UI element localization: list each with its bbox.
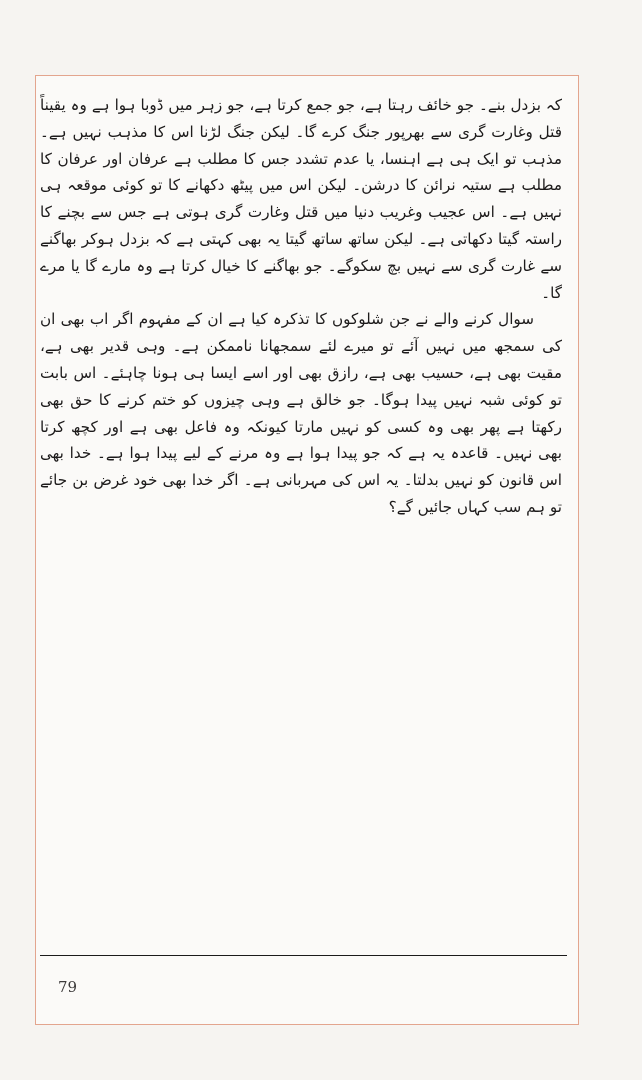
page-number: 79	[58, 978, 78, 996]
paragraph-1: کہ بزدل بنے۔ جو خائف رہتا ہے، جو جمع کرتا ہے، جو زہر میں ڈوبا ہوا ہے وہ یقیناً قتل وغارت گری سے بھرپور جنگ کرے گا۔ لیکن جنگ لڑنا اس کا مذہب نہیں ہے۔ مذہب تو ایک ہی ہے اہنسا، یا عدم تشدد جس کا مطلب ہے عرفان اور عرفان کا مطلب ہے ستیہ نرائن کا درشن۔ لیکن اس میں پیٹھ دکھانے کا تو کوئی موقعہ ہی نہیں ہے۔ اس عجیب وغریب دنیا میں قتل وغارت گری ہوتی ہے جس سے بچنے کا راستہ گیتا دکھاتی ہے۔ لیکن ساتھ ساتھ گیتا یہ بھی کہتی ہے کہ بزدل ہوکر بھاگنے سے غارت گری سے نہیں بچ سکوگے۔ جو بھاگنے کا خیال کرتا ہے وہ مارے گا یا مرے گا۔	[40, 96, 562, 302]
paragraph-2: سوال کرنے والے نے جن شلوکوں کا تذکرہ کیا ہے ان کے مفہوم اگر اب بھی ان کی سمجھ میں نہیں آئے تو میرے لئے سمجھانا ناممکن ہے۔ وہی قدیر بھی ہے، مقیت بھی ہے، حسیب بھی ہے، رازق بھی اور اسے ایسا ہی ہونا چاہئے۔ اس بابت تو کوئی شبہ نہیں پیدا ہوگا۔ جو خالق ہے وہی چیزوں کو ختم کرنے کا حق بھی رکھتا ہے پھر بھی وہ کسی کو نہیں مارتا کیونکہ وہ فاعل بھی ہے اور کچھ کرتا بھی نہیں۔ قاعدہ یہ ہے کہ جو پیدا ہوا ہے وہ مرنے کے لیے پیدا ہوا ہے۔ خدا بھی اس قانون کو نہیں بدلتا۔ یہ اس کی مہربانی ہے۔ اگر خدا بھی خود غرض بن جائے تو ہم سب کہاں جائیں گے؟	[40, 310, 562, 516]
body-text	[40, 92, 562, 521]
footer-rule	[40, 955, 567, 956]
